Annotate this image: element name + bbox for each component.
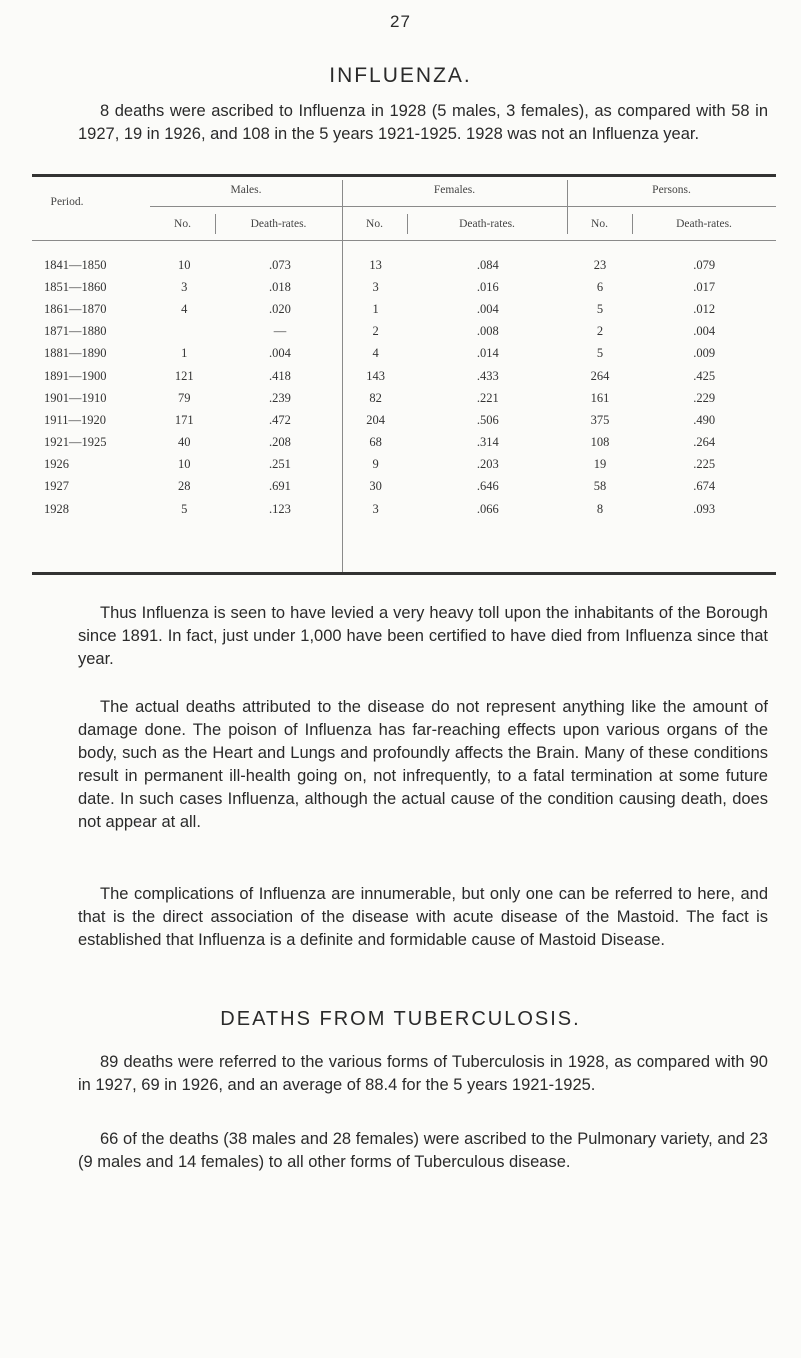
cell-m-rate: .472 bbox=[269, 412, 291, 427]
cell-f-no: 4 bbox=[372, 346, 379, 361]
cell-period: 1928 bbox=[44, 501, 69, 516]
cell-m-no: 28 bbox=[177, 479, 191, 494]
influenza-data-table bbox=[32, 254, 776, 520]
table-bottom-rule bbox=[32, 572, 776, 575]
table-row bbox=[32, 454, 776, 476]
table-row bbox=[32, 387, 776, 409]
table-row bbox=[32, 365, 776, 387]
table-row bbox=[32, 321, 776, 343]
influenza-para-3: The complications of Influenza are innumerable, but only one can be referred to here, and that is the direct association of the disease with acute disease of the Mastoid. The fact is established that Influenza is a definite and formidable cause of Mastoid Disease. bbox=[78, 885, 768, 949]
cell-p-no: 108 bbox=[590, 435, 610, 450]
header-persons: Persons. bbox=[652, 184, 691, 196]
cell-m-rate: .418 bbox=[269, 368, 291, 383]
influenza-para-2: The actual deaths attributed to the disease do not represent anything like the amount of damage done. The poison of Influenza has far-reaching effects upon various organs of the body, such as the Heart and Lungs and profoundly affects the Brain. Many of these conditions result in permanent ill-health going on, not infrequently, to a fatal termination at some future date. In such cases Influenza, although the actual cause of the condition causing death, does not appear at all. bbox=[78, 698, 768, 831]
cell-f-no: 2 bbox=[372, 324, 379, 339]
cell-m-no: 1 bbox=[181, 346, 188, 361]
cell-f-rate: .016 bbox=[476, 279, 499, 294]
cell-period: 1841—1850 bbox=[44, 257, 107, 272]
cell-period: 1921—1925 bbox=[44, 435, 107, 450]
cell-f-rate: .314 bbox=[476, 435, 499, 450]
cell-f-no: 30 bbox=[369, 479, 382, 494]
influenza-table bbox=[32, 174, 776, 577]
cell-period: 1881—1890 bbox=[44, 346, 107, 361]
table-row bbox=[32, 298, 776, 320]
table-row bbox=[32, 432, 776, 454]
cell-p-no: 5 bbox=[596, 301, 604, 316]
influenza-heading: INFLUENZA. bbox=[329, 64, 472, 87]
cell-p-rate: .425 bbox=[693, 368, 716, 383]
cell-period: 1901—1910 bbox=[44, 390, 107, 405]
cell-p-rate: .009 bbox=[693, 346, 716, 361]
cell-f-rate: .004 bbox=[476, 301, 499, 316]
cell-p-no: 375 bbox=[590, 412, 610, 427]
cell-p-rate: .490 bbox=[693, 412, 716, 427]
cell-p-rate: .225 bbox=[693, 457, 716, 472]
cell-f-no: 9 bbox=[372, 457, 379, 472]
header-females-no: No. bbox=[366, 218, 383, 230]
cell-p-rate: .229 bbox=[693, 390, 716, 405]
cell-f-rate: .506 bbox=[476, 412, 499, 427]
cell-f-rate: .014 bbox=[476, 346, 499, 361]
tuberculosis-para-2: 66 of the deaths (38 males and 28 females) were ascribed to the Pulmonary variety, and 23 (9 males and 14 females) to all other forms of Tuberculous disease. bbox=[78, 1130, 768, 1171]
cell-m-no: 3 bbox=[181, 279, 188, 294]
header-males-no: No. bbox=[174, 218, 191, 230]
cell-f-no: 143 bbox=[366, 368, 386, 383]
cell-period: 1871—1880 bbox=[44, 324, 107, 339]
cell-m-rate: .018 bbox=[269, 279, 291, 294]
cell-p-rate: .264 bbox=[693, 435, 716, 450]
influenza-intro: 8 deaths were ascribed to Influenza in 1928 (5 males, 3 females), as compared with 58 in 1927, 19 in 1926, and 108 in the 5 years 1921-1925. 1928 was not an Influenza year. bbox=[78, 102, 768, 143]
cell-period: 1891—1900 bbox=[44, 368, 107, 383]
cell-f-rate: .084 bbox=[476, 257, 499, 272]
cell-p-no: 2 bbox=[596, 324, 604, 339]
cell-m-no: 4 bbox=[181, 301, 188, 316]
cell-p-rate: .012 bbox=[693, 301, 716, 316]
cell-m-no: 40 bbox=[177, 435, 191, 450]
cell-m-rate: .123 bbox=[269, 501, 291, 516]
cell-f-no: 82 bbox=[369, 390, 382, 405]
cell-f-no: 3 bbox=[372, 501, 379, 516]
cell-m-no bbox=[152, 321, 217, 343]
cell-p-no: 6 bbox=[596, 279, 604, 294]
table-row bbox=[32, 476, 776, 498]
cell-p-rate: .674 bbox=[693, 479, 716, 494]
cell-p-no: 264 bbox=[590, 368, 610, 383]
header-males-rate: Death-rates. bbox=[250, 218, 307, 230]
table-row bbox=[32, 498, 776, 520]
cell-m-rate: — bbox=[273, 324, 287, 339]
header-females: Females. bbox=[433, 184, 476, 196]
influenza-para-1: Thus Influenza is seen to have levied a very heavy toll upon the inhabitants of the Borough since 1891. In fact, just under 1,000 have been certified to have died from Influenza since that year. bbox=[78, 604, 768, 668]
header-males: Males. bbox=[230, 184, 262, 196]
cell-m-rate: .208 bbox=[269, 435, 291, 450]
cell-m-rate: .251 bbox=[269, 457, 291, 472]
header-females-rate: Death-rates. bbox=[459, 218, 515, 230]
table-row bbox=[32, 276, 776, 298]
tuberculosis-heading: DEATHS FROM TUBERCULOSIS. bbox=[220, 1008, 581, 1030]
cell-p-no: 5 bbox=[596, 346, 604, 361]
table-row bbox=[32, 343, 776, 365]
page-number: 27 bbox=[390, 12, 411, 31]
cell-f-rate: .008 bbox=[476, 324, 499, 339]
cell-f-no: 1 bbox=[372, 301, 379, 316]
cell-p-no: 19 bbox=[593, 457, 607, 472]
cell-m-no: 121 bbox=[174, 368, 194, 383]
header-period: Period. bbox=[50, 196, 84, 208]
cell-period: 1926 bbox=[44, 457, 69, 472]
cell-p-no: 8 bbox=[596, 501, 604, 516]
cell-period: 1911—1920 bbox=[44, 412, 107, 427]
header-persons-rate: Death-rates. bbox=[676, 218, 732, 230]
cell-p-rate: .079 bbox=[693, 257, 716, 272]
header-bottom-rule bbox=[32, 240, 776, 241]
header-divider bbox=[150, 206, 776, 207]
cell-f-rate: .646 bbox=[476, 479, 499, 494]
cell-m-rate: .239 bbox=[269, 390, 291, 405]
cell-period: 1851—1860 bbox=[44, 279, 107, 294]
tuberculosis-para-1: 89 deaths were referred to the various forms of Tuberculosis in 1928, as compared with 90 in 1927, 69 in 1926, and an average of 88.4 for the 5 years 1921-1925. bbox=[78, 1053, 768, 1094]
cell-m-no: 10 bbox=[177, 457, 191, 472]
cell-m-rate: .691 bbox=[269, 479, 291, 494]
cell-f-no: 204 bbox=[366, 412, 386, 427]
cell-f-no: 68 bbox=[369, 435, 382, 450]
cell-m-no: 171 bbox=[174, 412, 194, 427]
table-row bbox=[32, 254, 776, 276]
cell-p-rate: .093 bbox=[693, 501, 716, 516]
cell-f-rate: .433 bbox=[476, 368, 499, 383]
cell-p-no: 161 bbox=[590, 390, 610, 405]
table-row bbox=[32, 409, 776, 431]
cell-m-no: 79 bbox=[177, 390, 191, 405]
cell-f-rate: .203 bbox=[476, 457, 499, 472]
cell-period: 1927 bbox=[44, 479, 69, 494]
cell-f-no: 3 bbox=[372, 279, 379, 294]
cell-m-rate: .020 bbox=[269, 301, 291, 316]
cell-m-no: 10 bbox=[177, 257, 191, 272]
cell-m-rate: .004 bbox=[269, 346, 291, 361]
cell-p-no: 58 bbox=[593, 479, 607, 494]
table-top-rule bbox=[32, 174, 776, 177]
cell-f-rate: .066 bbox=[476, 501, 499, 516]
table-body bbox=[32, 254, 776, 520]
cell-f-no: 13 bbox=[369, 257, 382, 272]
cell-p-rate: .004 bbox=[693, 324, 716, 339]
cell-f-rate: .221 bbox=[476, 390, 499, 405]
header-persons-no: No. bbox=[591, 218, 608, 230]
cell-period: 1861—1870 bbox=[44, 301, 107, 316]
cell-m-no: 5 bbox=[181, 501, 188, 516]
cell-m-rate: .073 bbox=[269, 257, 291, 272]
cell-p-rate: .017 bbox=[693, 279, 716, 294]
cell-p-no: 23 bbox=[593, 257, 607, 272]
